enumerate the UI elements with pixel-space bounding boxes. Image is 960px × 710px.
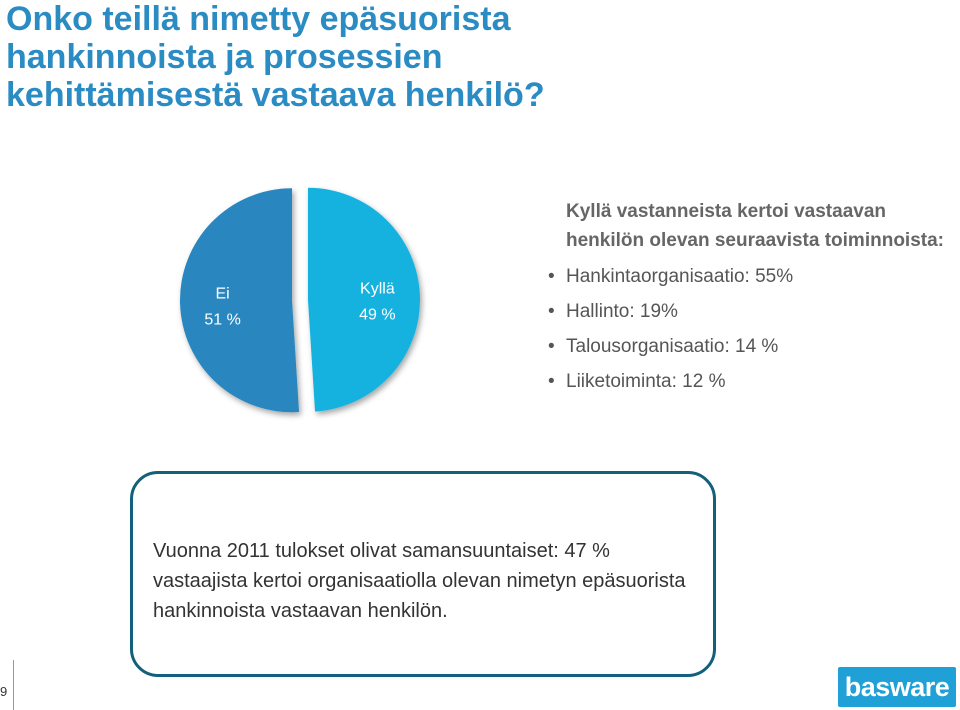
slice-label: Kyllä — [360, 280, 395, 298]
slice-value-label: 51 % — [204, 311, 241, 329]
basware-logo: basware — [838, 667, 956, 707]
page-number: 9 — [0, 684, 8, 699]
note-text: Vuonna 2011 tulokset olivat samansuuntaiset: 47 % vastaajista kertoi organisaatiolla olevan nimetyn epäsuorista hankinnoista vastaavan henkilön. — [153, 540, 686, 622]
page-divider — [13, 660, 14, 710]
note-box — [130, 471, 716, 677]
slice-value-label: 49 % — [359, 306, 396, 324]
list-item: • Talousorganisaatio: 14 % — [546, 329, 960, 364]
slice-label: Ei — [215, 285, 230, 303]
results-panel — [546, 197, 960, 399]
list-item: • Hankintaorganisaatio: 55% — [546, 259, 960, 294]
results-heading: Kyllä vastanneista kertoi vastaavan henkilön olevan seuraavista toiminnoista: — [566, 201, 944, 251]
slide-title: Onko teillä nimetty epäsuorista hankinnoista ja prosessien kehittämisestä vastaava henkilö? — [6, 0, 545, 114]
pie-slice-ei — [180, 188, 299, 412]
pie-slice-kylla — [308, 188, 420, 412]
list-item: • Hallinto: 19% — [546, 294, 960, 329]
list-item: • Liiketoiminta: 12 % — [546, 364, 960, 399]
function-list — [546, 259, 960, 399]
